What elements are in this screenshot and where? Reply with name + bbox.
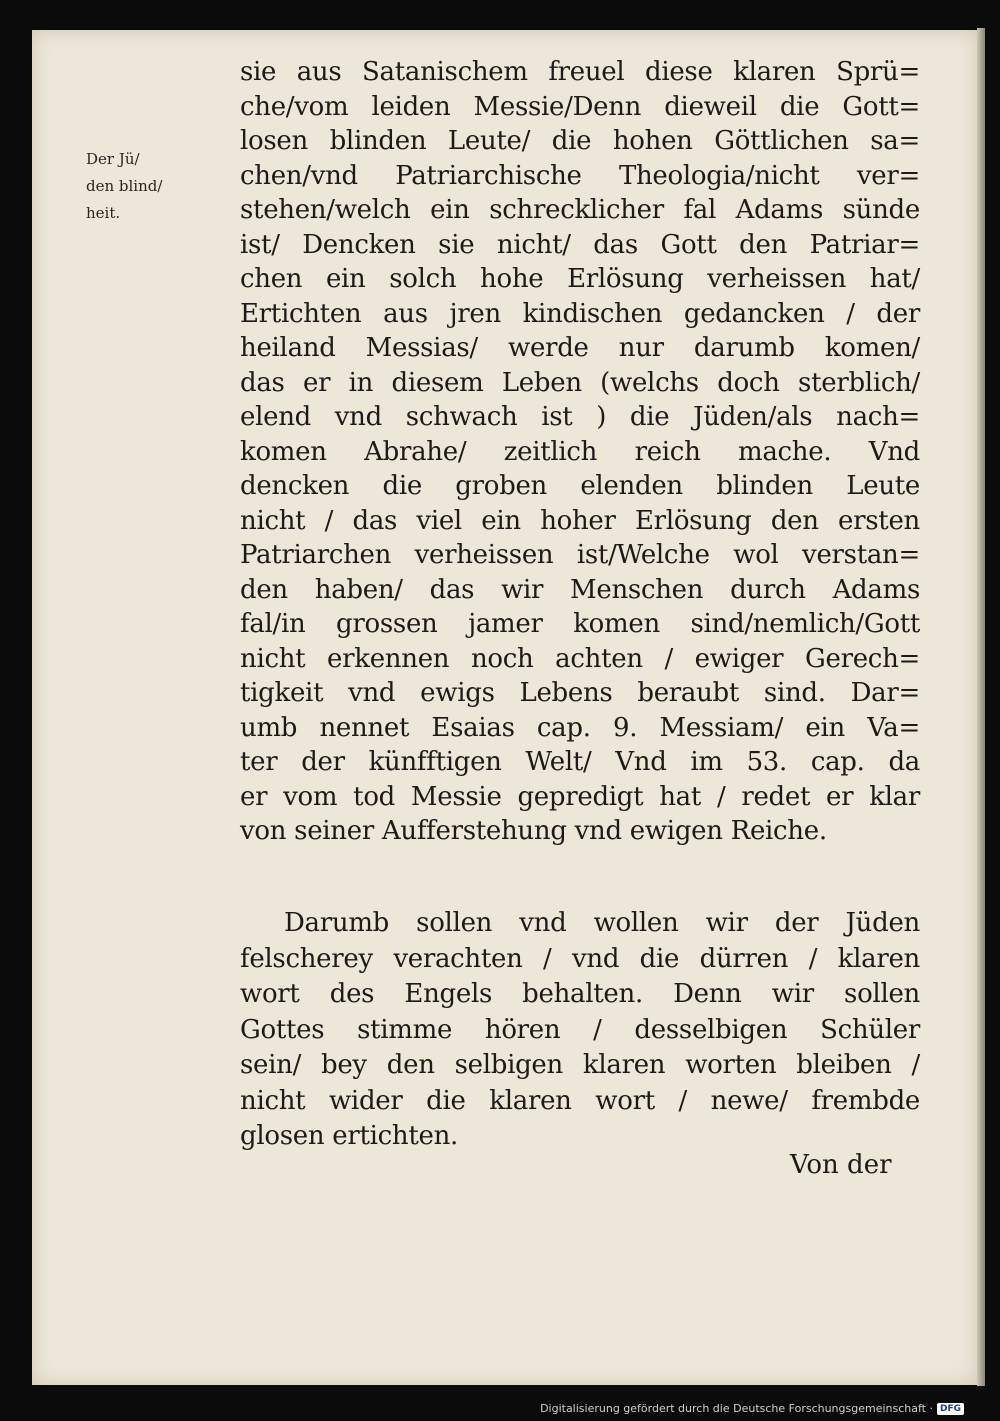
- text-line: tigkeit vnd ewigs Lebens beraubt sind. Dar=: [240, 678, 920, 708]
- text-line: glosen ertichten.: [240, 1121, 458, 1151]
- text-line: chen/vnd Patriarchische Theologia/nicht ver=: [240, 160, 920, 191]
- text-line: nicht erkennen noch achten / ewiger Gerech=: [240, 643, 920, 674]
- text-line: ist/ Dencken sie nicht/ das Gott den Patriar=: [240, 229, 920, 260]
- paragraph-2: [240, 906, 920, 1155]
- margin-note-line: heit.: [86, 204, 121, 222]
- catchword: Von der: [790, 1150, 892, 1180]
- text-line: dencken die groben elenden blinden Leute: [240, 471, 920, 501]
- text-line: ter der künfftigen Welt/ Vnd im 53. cap. da: [240, 747, 920, 777]
- text-line: er vom tod Messie gepredigt hat / redet er klar: [240, 781, 920, 812]
- text-line: elend vnd schwach ist ) die Jüden/als nach=: [240, 402, 920, 432]
- text-line: wort des Engels behalten. Denn wir sollen: [240, 979, 920, 1009]
- text-line: nicht / das viel ein hoher Erlösung den ersten: [240, 505, 920, 536]
- text-line: che/vom leiden Messie/Denn dieweil die Gott=: [240, 91, 920, 122]
- text-line: stehen/welch ein schrecklicher fal Adams sünde: [240, 195, 920, 225]
- text-line: Ertichten aus jren kindischen gedancken / der: [240, 298, 920, 329]
- text-line: von seiner Aufferstehung vnd ewigen Reiche.: [240, 816, 827, 846]
- paragraph-1: [240, 55, 920, 849]
- text-line: den haben/ das wir Menschen durch Adams: [240, 574, 920, 605]
- text-line: nicht wider die klaren wort / newe/ frembde: [240, 1085, 920, 1116]
- text-line: heiland Messias/ werde nur darumb komen/: [240, 333, 920, 363]
- margin-note-line: Der Jü/: [86, 150, 140, 168]
- page-edge: [977, 28, 985, 1386]
- text-line: felscherey verachten / vnd die dürren / klaren: [240, 943, 920, 974]
- funding-credit: [540, 1402, 964, 1415]
- margin-note-line: den blind/: [86, 177, 163, 195]
- text-line: das er in diesem Leben (welchs doch sterblich/: [240, 367, 920, 398]
- text-line: Darumb sollen vnd wollen wir der Jüden: [284, 908, 920, 938]
- margin-note: [86, 146, 206, 227]
- text-line: sein/ bey den selbigen klaren worten bleiben /: [240, 1050, 920, 1080]
- text-line: umb nennet Esaias cap. 9. Messiam/ ein Va=: [240, 712, 920, 743]
- text-line: Patriarchen verheissen ist/Welche wol verstan=: [240, 540, 920, 570]
- text-line: sie aus Satanischem freuel diese klaren Sprü=: [240, 57, 920, 87]
- funding-credit-text: Digitalisierung gefördert durch die Deutsche Forschungsgemeinschaft ·: [540, 1402, 933, 1415]
- text-line: komen Abrahe/ zeitlich reich mache. Vnd: [240, 436, 920, 467]
- text-line: losen blinden Leute/ die hohen Göttlichen sa=: [240, 126, 920, 156]
- dfg-logo: DFG: [937, 1403, 964, 1415]
- text-line: chen ein solch hohe Erlösung verheissen hat/: [240, 264, 920, 294]
- text-line: fal/in grossen jamer komen sind/nemlich/Gott: [240, 609, 920, 639]
- text-line: Gottes stimme hören / desselbigen Schüler: [240, 1014, 920, 1045]
